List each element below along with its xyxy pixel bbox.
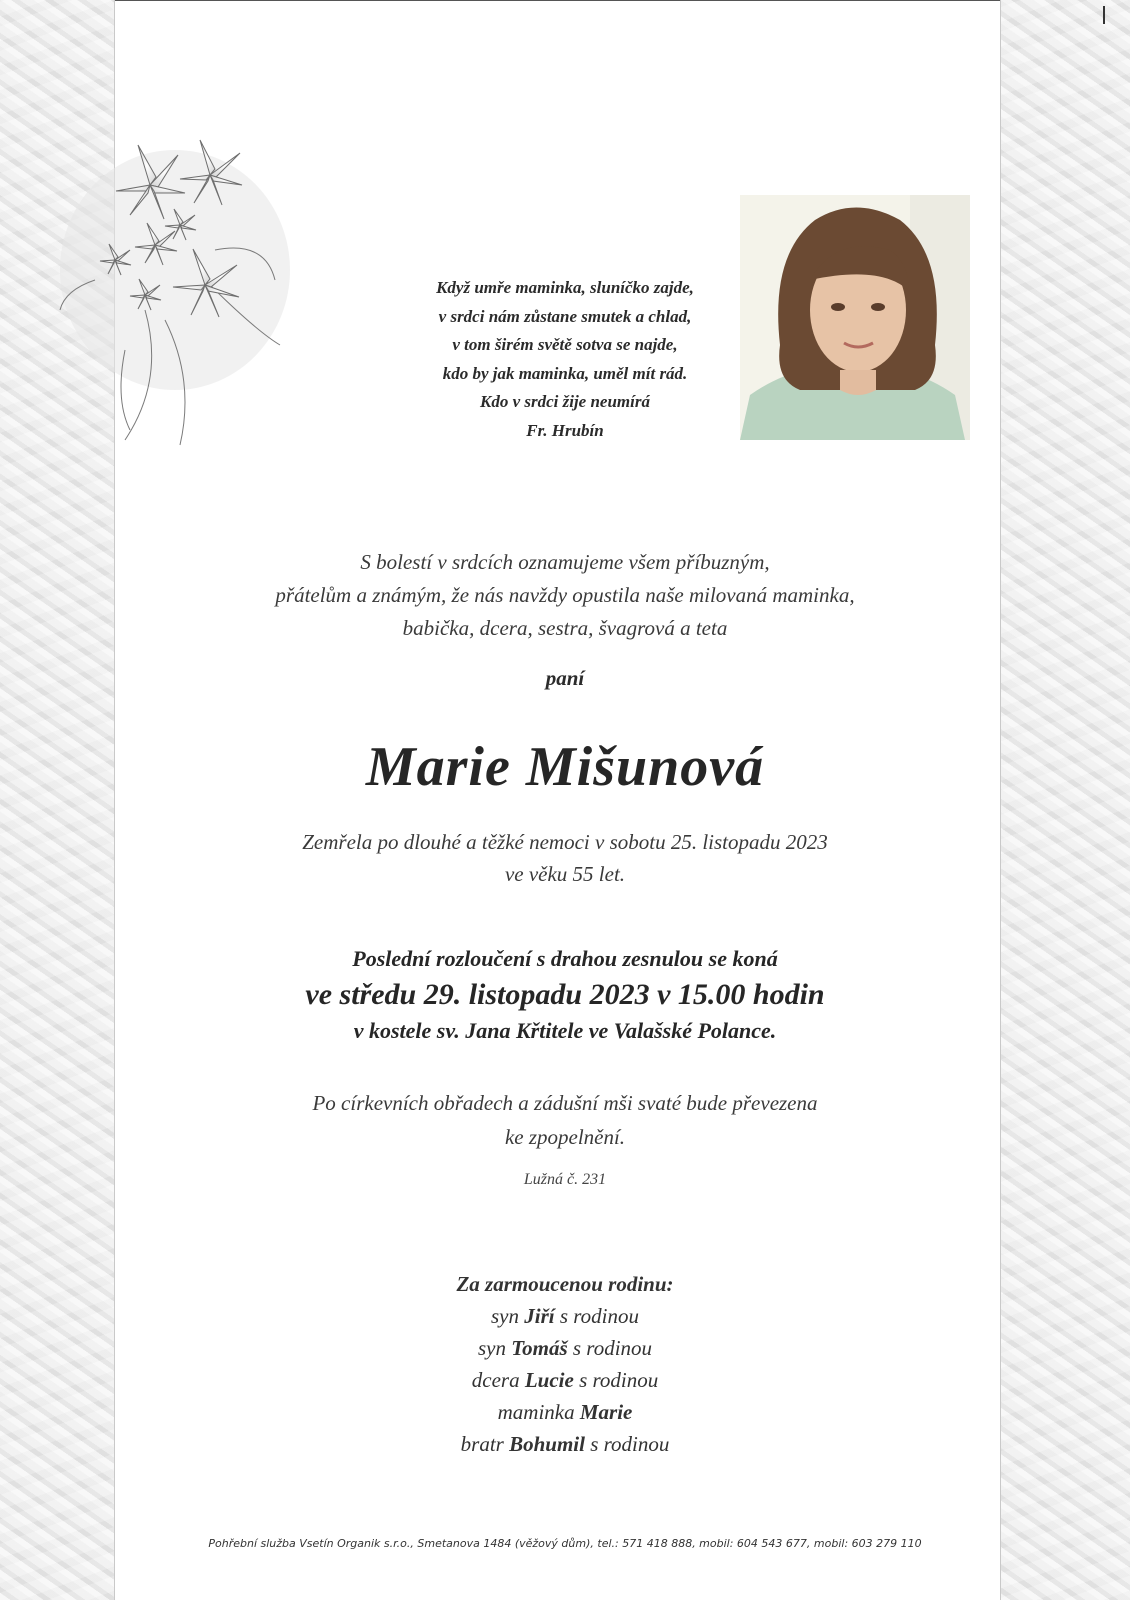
funeral-info (120, 942, 1010, 1048)
intro-line: babička, dcera, sestra, švagrová a teta (402, 616, 728, 640)
family-member (0, 1332, 1130, 1364)
member-suffix: s rodinou (579, 1368, 659, 1392)
member-suffix: s rodinou (572, 1336, 653, 1360)
member-name: Jiří (524, 1304, 555, 1328)
funeral-date-time: ve středu 29. listopadu 2023 v 15.00 hodin (305, 978, 825, 1011)
member-relation: dcera (471, 1368, 520, 1392)
honorific: paní (545, 666, 585, 690)
family-member (0, 1364, 1130, 1396)
poem (0, 274, 1130, 445)
top-edge-line (115, 0, 1000, 1)
cremation-line: Po církevních obřadech a zádušní mši svaté bude převezena (312, 1091, 818, 1115)
cremation-note (150, 1086, 980, 1154)
member-name: Tomáš (511, 1336, 568, 1360)
member-relation: syn (477, 1336, 506, 1360)
funeral-service-footer: Pohřební služba Vsetín Organik s.r.o., Smetanova 1484 (věžový dům), tel.: 571 418 888, mobil: 604 543 677, mobil: 603 279 110 (208, 1537, 922, 1550)
death-line: Zemřela po dlouhé a těžké nemoci v sobotu 25. listopadu 2023 (302, 830, 828, 854)
age-line: ve věku 55 let. (504, 862, 626, 886)
member-relation: syn (491, 1304, 519, 1328)
member-name: Marie (579, 1400, 633, 1424)
family-address: Lužná č. 231 (523, 1171, 607, 1188)
member-name: Bohumil (509, 1432, 585, 1456)
poem-line: kdo by jak maminka, uměl mít rád. (442, 363, 688, 383)
family-member (0, 1428, 1130, 1460)
poem-author: Fr. Hrubín (526, 420, 604, 440)
intro-line: S bolestí v srdcích oznamujeme všem příbuzným, (360, 550, 770, 574)
funeral-intro: Poslední rozloučení s drahou zesnulou se koná (352, 946, 778, 971)
cremation-line: ke zpopelnění. (504, 1125, 626, 1149)
member-name: Lucie (524, 1368, 574, 1392)
member-suffix: s rodinou (590, 1432, 670, 1456)
poem-line: v srdci nám zůstane smutek a chlad, (438, 306, 692, 326)
family-member (0, 1300, 1130, 1332)
announcement-intro (150, 546, 980, 645)
funeral-location: v kostele sv. Jana Křtitele ve Valašské Polance. (353, 1018, 777, 1043)
intro-line: přátelům a známým, že nás navždy opustila naše milovaná maminka, (275, 583, 855, 607)
scan-edge-mark (1103, 6, 1105, 24)
member-relation: bratr (460, 1432, 504, 1456)
poem-line: Když umře maminka, sluníčko zajde, (436, 278, 694, 297)
deceased-name: Marie Mišunová (365, 736, 765, 798)
family-member (0, 1396, 1130, 1428)
poem-line: Kdo v srdci žije neumírá (479, 392, 650, 411)
poem-line: v tom širém světě sotva se najde, (452, 335, 678, 354)
member-relation: maminka (497, 1400, 575, 1424)
family-list (0, 1268, 1130, 1460)
member-suffix: s rodinou (559, 1304, 639, 1328)
family-heading: Za zarmoucenou rodinu: (456, 1272, 674, 1296)
death-info (150, 826, 980, 890)
